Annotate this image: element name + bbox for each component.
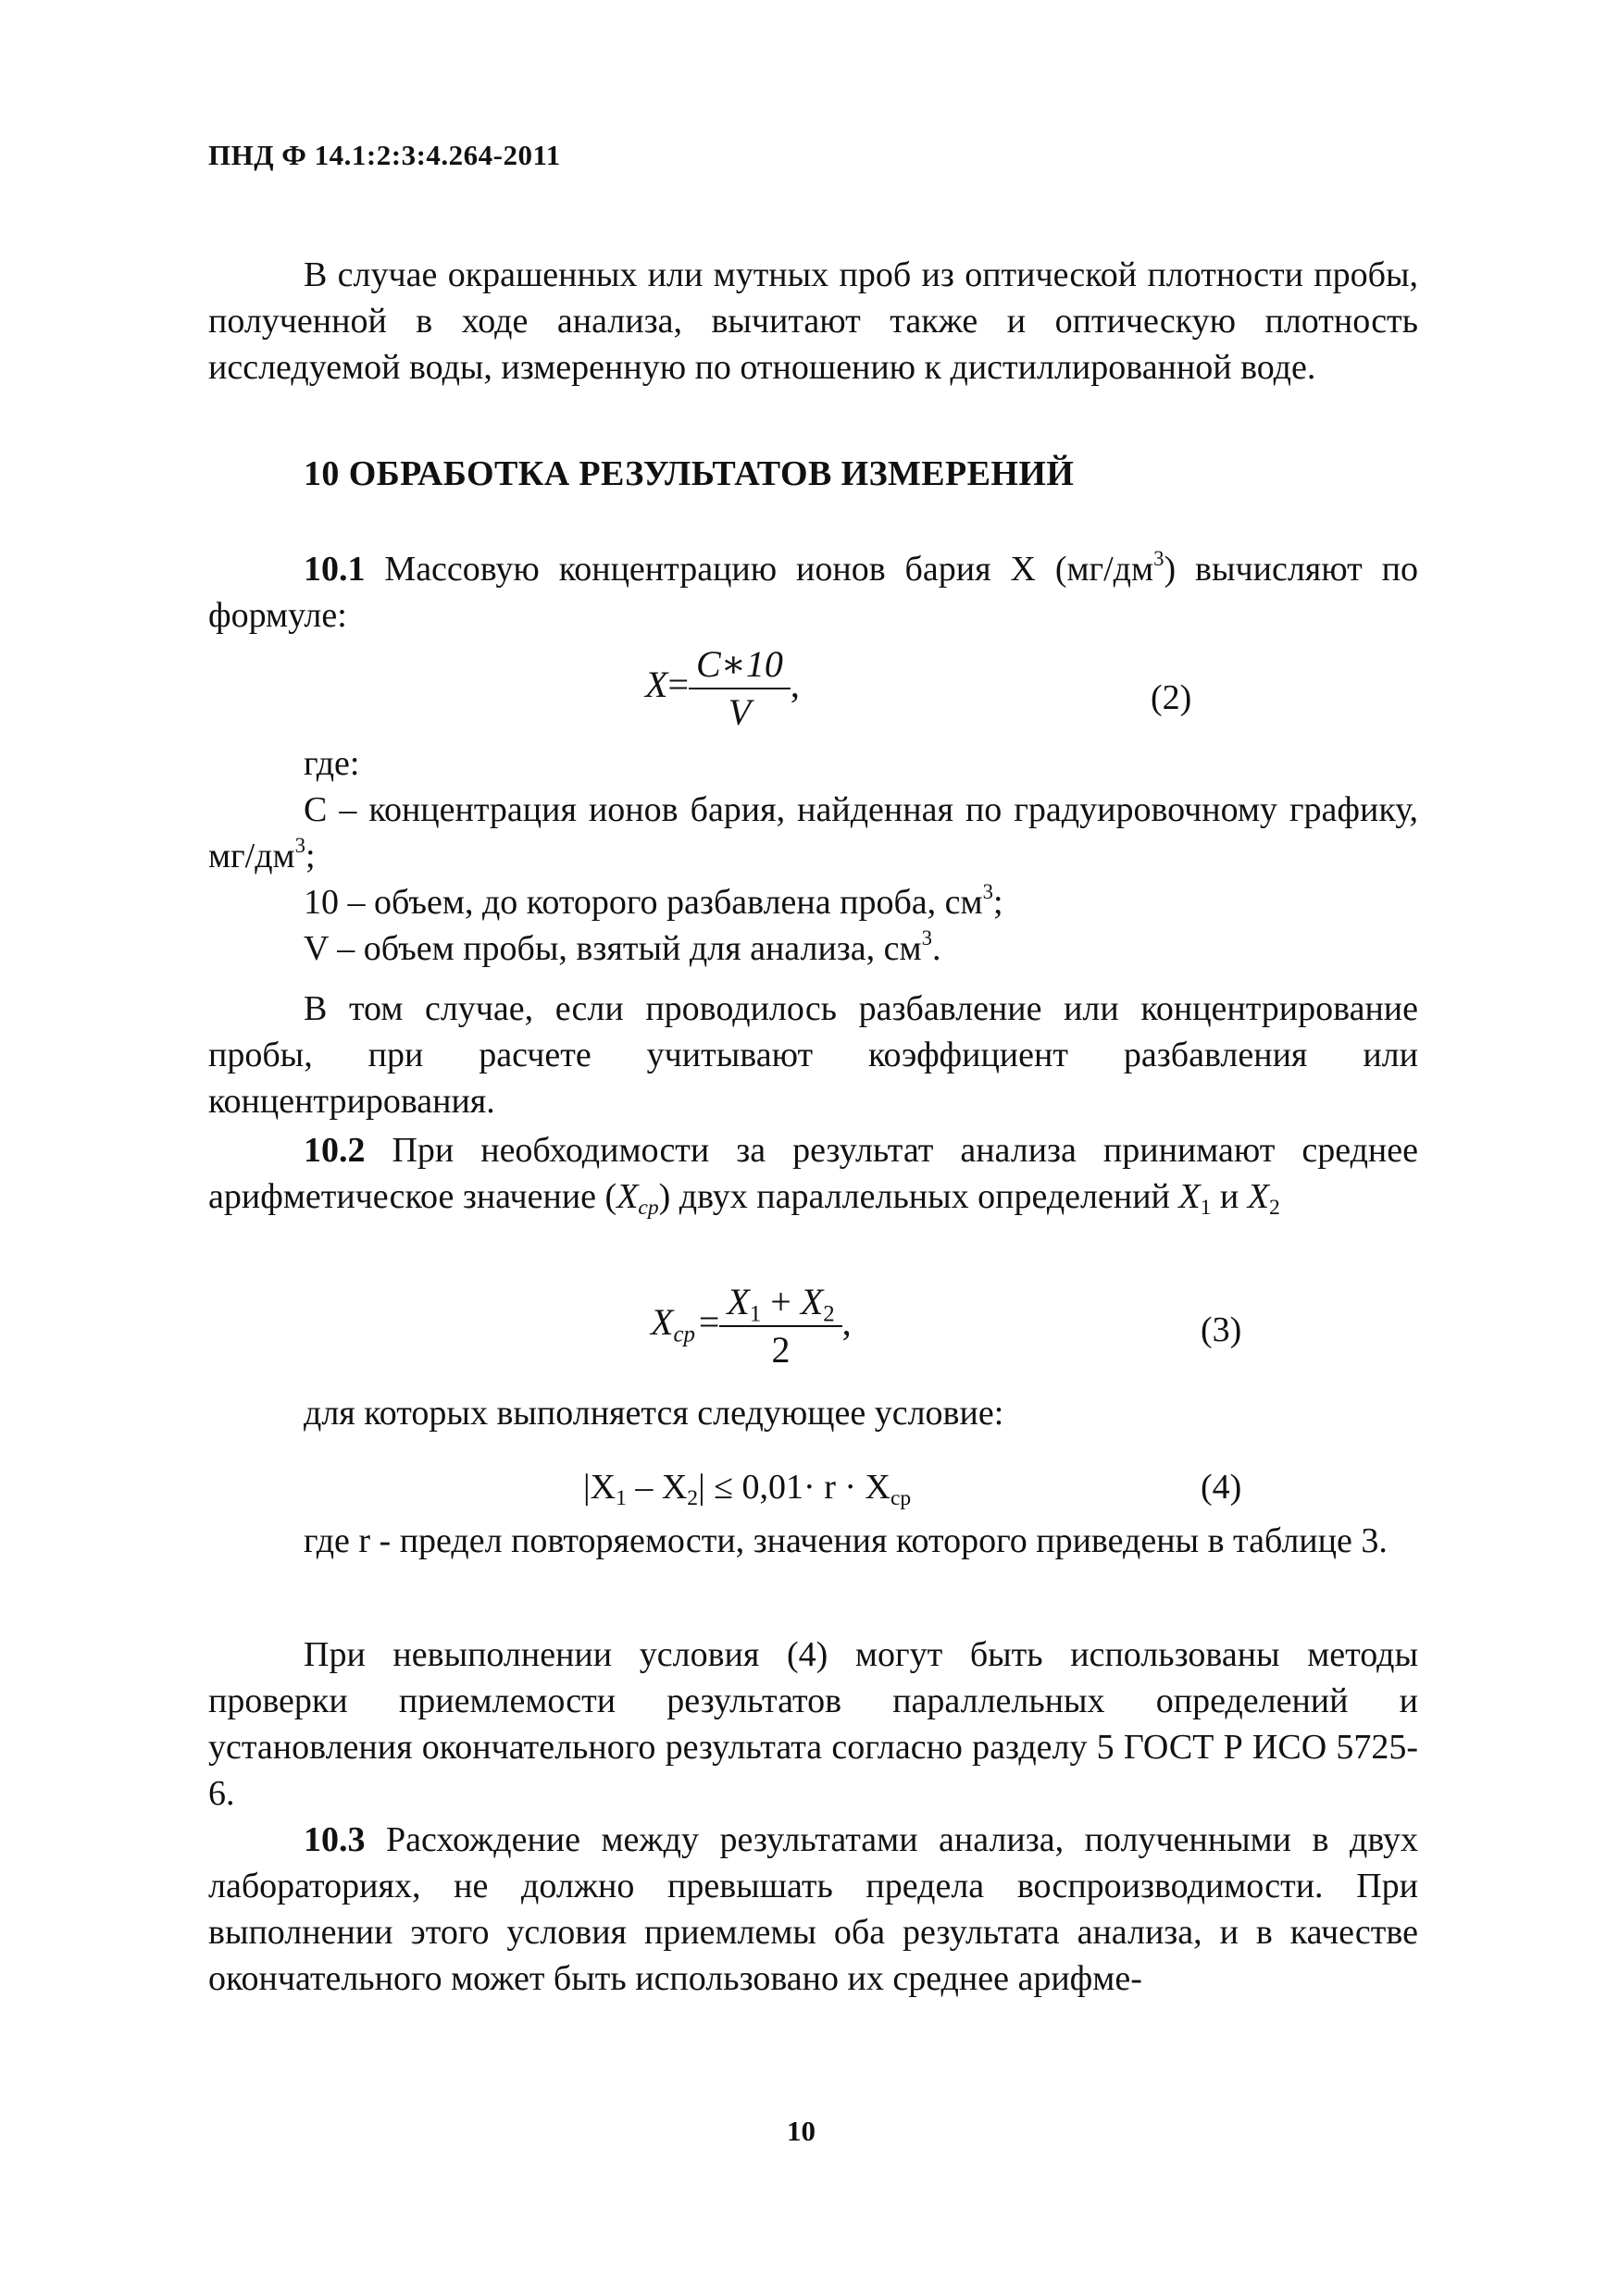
where-v-sup: 3 — [921, 926, 932, 950]
where-c-sup: 3 — [294, 834, 305, 858]
section-10-2-text-a: При необходимости за результат анализа принимают среднее арифметическое значение ( — [208, 1131, 1418, 1216]
formula-3-number: (3) — [1201, 1310, 1242, 1349]
section-10-3-number: 10.3 — [304, 1820, 366, 1859]
section-10-2-text-c: и — [1211, 1177, 1248, 1216]
formula-2-numerator: C∗10 — [689, 641, 791, 689]
formula-2-comma: , — [790, 664, 800, 706]
where-v-text: V – объем пробы, взятый для анализа, см — [304, 929, 922, 968]
formula-3-numerator — [719, 1279, 841, 1327]
where-c-end: ; — [305, 837, 316, 875]
section-10-1-sup: 3 — [1153, 547, 1164, 571]
dilution-paragraph: В том случае, если проводилось разбавление или концентрирование пробы, при расчете учитывают коэффициент разбавления или концентрирования. — [208, 989, 1418, 1121]
x1-subscript: 1 — [1200, 1196, 1212, 1221]
section-10-3-text: Расхождение между результатами анализа, полученными в двух лабораториях, не должно превышать предела воспроизводимости. При выполнении этого условия приемлемы оба результата анализа, и в качестве окончательного может быть использовано их среднее арифме- — [208, 1820, 1418, 1998]
formula-3-denominator: 2 — [771, 1329, 791, 1371]
xcp-subscript: cp — [638, 1196, 659, 1221]
where-10-end: ; — [992, 883, 1003, 922]
formula-3-comma: , — [841, 1301, 852, 1344]
formula-3-num-a: X — [727, 1281, 750, 1322]
document-header: ПНД Ф 14.1:2:3:4.264-2011 — [208, 139, 561, 171]
formula-4-c: | ≤ 0,01· r · X — [698, 1468, 890, 1507]
where-10-sup: 3 — [982, 880, 993, 904]
nonfulfill-paragraph: При невыполнении условия (4) могут быть использованы методы проверки приемлемости результатов параллельных определений и установления окончательного результата согласно разделу 5 ГОСТ Р ИСО 5725-6. — [208, 1635, 1418, 1813]
section-10-3-paragraph — [208, 1817, 1418, 2002]
formula-3-lhs: X — [651, 1301, 674, 1344]
section-10-1-number: 10.1 — [304, 550, 366, 589]
formula-3-num-b: X — [800, 1281, 824, 1322]
r-note: где r - предел повторяемости, значения которого приведены в таблице 3. — [304, 1521, 1388, 1560]
where-label: где: — [304, 744, 360, 783]
formula-3-plus: + — [761, 1281, 801, 1322]
where-10-definition — [304, 879, 1003, 925]
formula-4-c-sub: cp — [890, 1486, 912, 1511]
section-10-2-text-b: ) двух параллельных определений — [658, 1177, 1179, 1216]
formula-2-number: (2) — [1151, 678, 1192, 717]
formula-4 — [583, 1467, 912, 1511]
formula-2-fraction — [689, 641, 791, 736]
section-10-2-number: 10.2 — [304, 1131, 366, 1170]
section-10-1-text: Массовую концентрацию ионов бария X (мг/дм — [365, 550, 1154, 589]
formula-3-lhs-sub: cp — [673, 1322, 695, 1347]
x2-symbol: X — [1247, 1177, 1269, 1216]
formula-2-denominator: V — [728, 691, 752, 733]
section-10-2-paragraph — [208, 1127, 1418, 1220]
formula-3-num-a-sub: 1 — [749, 1301, 762, 1327]
where-c-text: С – концентрация ионов бария, найденная по градуировочному графику, мг/дм — [208, 790, 1418, 875]
formula-4-a-sub: 1 — [616, 1486, 627, 1511]
where-v-definition — [304, 925, 941, 972]
formula-3-fraction — [719, 1279, 841, 1373]
x1-symbol: X — [1178, 1177, 1201, 1216]
formula-2 — [645, 641, 800, 736]
formula-4-a: |X — [583, 1468, 616, 1507]
formula-3 — [651, 1279, 852, 1373]
formula-3-num-b-sub: 2 — [823, 1301, 835, 1327]
condition-intro: для которых выполняется следующее условие: — [304, 1394, 1004, 1433]
section-10-1-text-end: ) вычисляют по формуле: — [208, 550, 1418, 635]
formula-4-number: (4) — [1201, 1468, 1242, 1507]
intro-paragraph: В случае окрашенных или мутных проб из оптической плотности пробы, полученной в ходе анализа, вычитают также и оптическую плотность исследуемой воды, измеренную по отношению к дистиллированной воде. — [208, 255, 1418, 387]
formula-3-eq: = — [698, 1301, 720, 1344]
section-10-1-paragraph — [208, 546, 1418, 639]
where-v-end: . — [932, 929, 941, 968]
section-heading: 10 ОБРАБОТКА РЕЗУЛЬТАТОВ ИЗМЕРЕНИЙ — [304, 454, 1075, 493]
formula-2-lhs: X — [645, 664, 668, 706]
formula-4-b-sub: 2 — [687, 1486, 699, 1511]
where-10-text: 10 – объем, до которого разбавлена проба, см — [304, 883, 983, 922]
where-c-definition — [208, 787, 1418, 879]
page-number: 10 — [787, 2115, 816, 2147]
xcp-symbol: X — [616, 1177, 639, 1216]
formula-2-eq: = — [667, 664, 689, 706]
formula-4-b: – X — [626, 1468, 688, 1507]
x2-subscript: 2 — [1268, 1196, 1280, 1221]
